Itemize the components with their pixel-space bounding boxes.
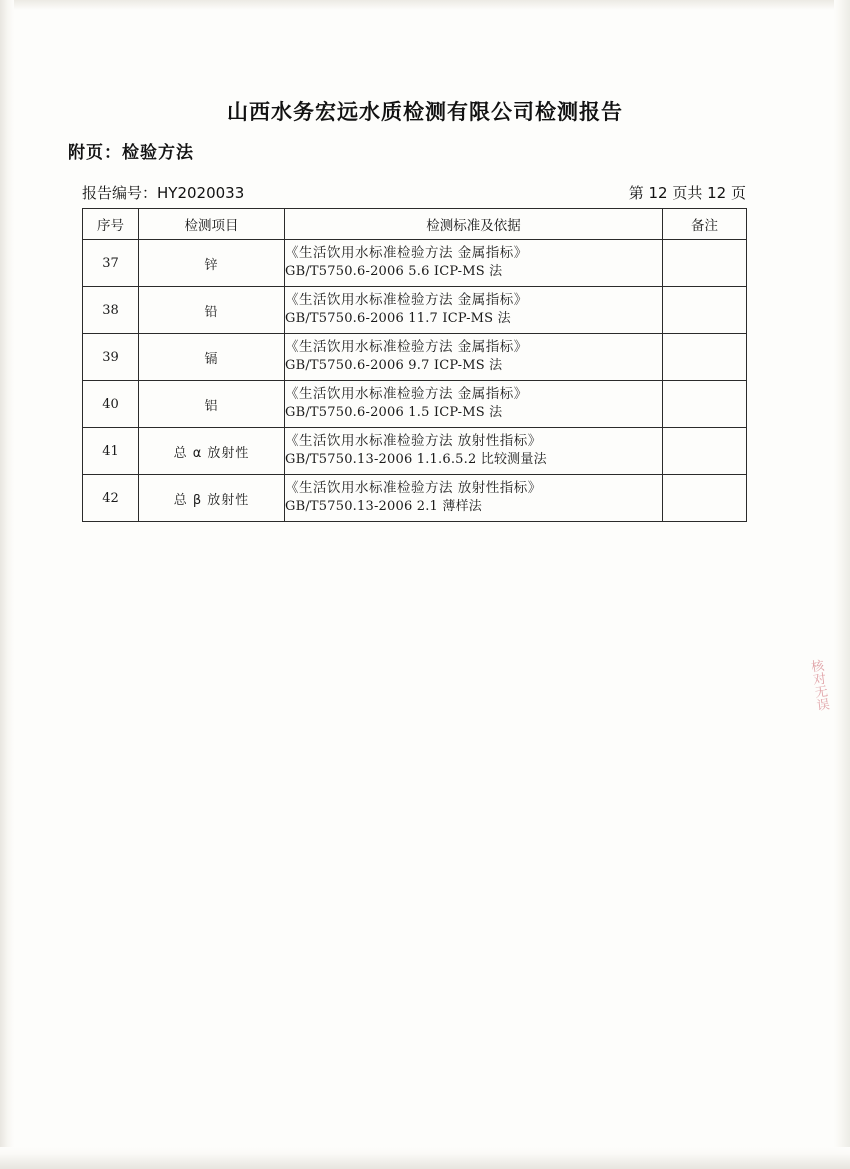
standard-code: GB/T5750.6-2006 1.5 ICP-MS 法 <box>285 405 503 421</box>
document-subtitle: 附页：检验方法 <box>68 143 194 163</box>
standard-name: 《生活饮用水标准检验方法 金属指标》 <box>285 385 528 402</box>
standard-code: GB/T5750.6-2006 5.6 ICP-MS 法 <box>285 264 503 280</box>
cell-standard <box>285 287 663 334</box>
standard-name: 《生活饮用水标准检验方法 金属指标》 <box>285 338 528 355</box>
standard-code: GB/T5750.6-2006 11.7 ICP-MS 法 <box>285 311 511 327</box>
standard-name: 《生活饮用水标准检验方法 放射性指标》 <box>285 432 542 449</box>
table-row <box>83 287 747 334</box>
cell-item: 锌 <box>139 240 285 287</box>
margin-handwritten-annotation: 核对无误 <box>807 658 830 713</box>
cell-standard <box>285 428 663 475</box>
cell-standard <box>285 475 663 522</box>
cell-note <box>663 381 747 428</box>
scan-edge-bottom <box>0 1147 850 1169</box>
cell-no: 37 <box>83 240 139 287</box>
cell-no: 40 <box>83 381 139 428</box>
cell-item: 铅 <box>139 287 285 334</box>
cell-no: 42 <box>83 475 139 522</box>
cell-note <box>663 334 747 381</box>
cell-item: 铝 <box>139 381 285 428</box>
cell-note <box>663 240 747 287</box>
table-row <box>83 475 747 522</box>
standard-name: 《生活饮用水标准检验方法 金属指标》 <box>285 244 528 261</box>
table-header-row <box>83 209 747 240</box>
table-row <box>83 240 747 287</box>
standard-code: GB/T5750.13-2006 2.1 薄样法 <box>285 499 482 515</box>
scan-edge-right <box>834 0 850 1169</box>
standard-name: 《生活饮用水标准检验方法 金属指标》 <box>285 291 528 308</box>
page-indicator: 第 12 页共 12 页 <box>628 184 746 202</box>
cell-note <box>663 287 747 334</box>
column-header-item: 检测项目 <box>139 209 285 240</box>
scan-edge-left <box>0 0 14 1169</box>
table-row <box>83 381 747 428</box>
standard-code: GB/T5750.6-2006 9.7 ICP-MS 法 <box>285 358 503 374</box>
cell-standard <box>285 381 663 428</box>
column-header-standard: 检测标准及依据 <box>285 209 663 240</box>
cell-note <box>663 475 747 522</box>
cell-no: 38 <box>83 287 139 334</box>
cell-no: 39 <box>83 334 139 381</box>
cell-note <box>663 428 747 475</box>
cell-standard <box>285 240 663 287</box>
cell-standard <box>285 334 663 381</box>
page-title: 山西水务宏远水质检测有限公司检测报告 <box>227 100 623 124</box>
report-number: 报告编号：HY2020033 <box>82 184 245 202</box>
scan-edge-top <box>0 0 850 10</box>
cell-item: 总 α 放射性 <box>139 428 285 475</box>
column-header-no: 序号 <box>83 209 139 240</box>
cell-item: 总 β 放射性 <box>139 475 285 522</box>
table-row <box>83 334 747 381</box>
report-meta <box>82 182 746 203</box>
standard-code: GB/T5750.13-2006 1.1.6.5.2 比较测量法 <box>285 452 547 468</box>
table-row <box>83 428 747 475</box>
method-table <box>82 208 747 522</box>
cell-no: 41 <box>83 428 139 475</box>
column-header-note: 备注 <box>663 209 747 240</box>
standard-name: 《生活饮用水标准检验方法 放射性指标》 <box>285 479 542 496</box>
cell-item: 镉 <box>139 334 285 381</box>
